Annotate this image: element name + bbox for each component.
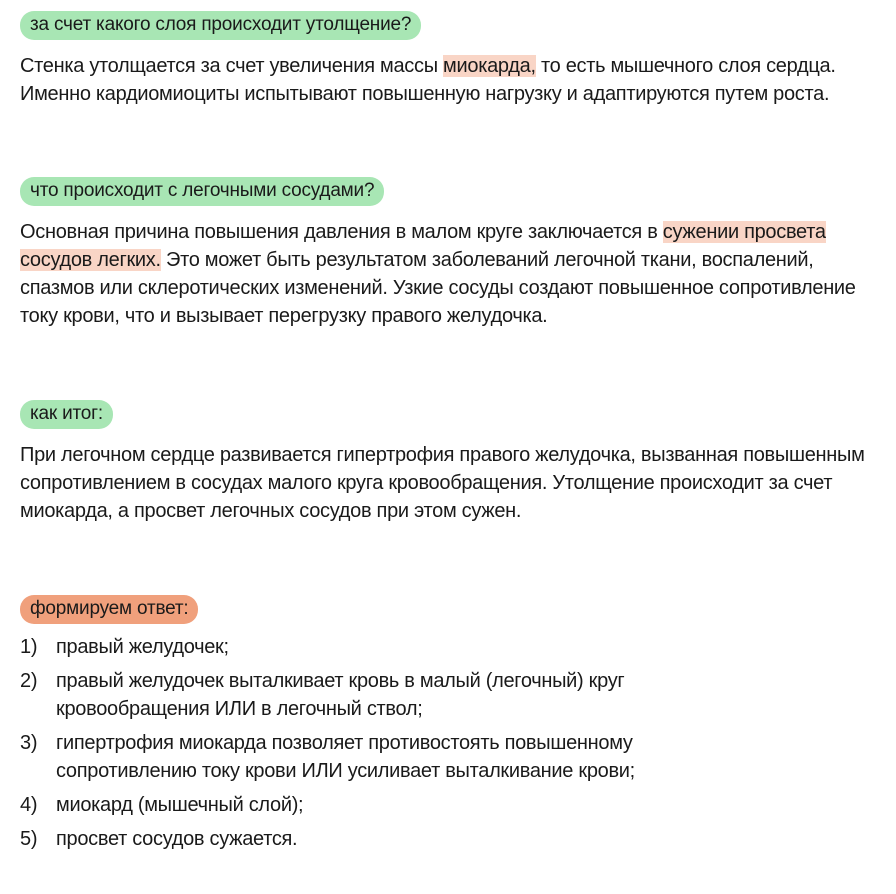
question-tag-layer: за счет какого слоя происходит утолщение? bbox=[20, 11, 421, 40]
highlight-narrowing: сужении просвета сосудов легких. bbox=[20, 221, 826, 271]
paragraph-text: Стенка утолщается за счет увеличения массы bbox=[20, 55, 444, 77]
item-text: правый желудочек; bbox=[56, 636, 229, 658]
list-item bbox=[20, 667, 880, 723]
paragraph-text: Основная причина повышения давления в малом круге заключается в bbox=[20, 221, 663, 243]
paragraph-vessels bbox=[20, 218, 870, 330]
list-item bbox=[20, 729, 880, 785]
question-tag-vessels: что происходит с легочными сосудами? bbox=[20, 177, 384, 206]
list-item bbox=[20, 791, 880, 819]
answer-tag: формируем ответ: bbox=[20, 595, 198, 624]
answer-list bbox=[20, 633, 880, 859]
paragraph-text: Это может быть результатом заболеваний легочной ткани, воспалений, спазмов или склеротических изменений. Узкие сосуды создают повышенное сопротивление току крови, что и вызывает перегрузку правого желудочка. bbox=[20, 249, 856, 327]
list-item bbox=[20, 633, 880, 661]
item-text: миокард (мышечный слой); bbox=[56, 794, 304, 816]
paragraph-text: то есть мышечного слоя сердца. Именно кардиомиоциты испытывают повышенную нагрузку и адаптируются путем роста. bbox=[20, 55, 836, 105]
summary-tag: как итог: bbox=[20, 400, 113, 429]
paragraph-summary: При легочном сердце развивается гипертрофия правого желудочка, вызванная повышенным сопротивлением в сосудах малого круга кровообращения. Утолщение происходит за счет миокарда, а просвет легочных сосудов при этом сужен. bbox=[20, 444, 865, 522]
item-number: 5) bbox=[20, 828, 38, 850]
item-number: 1) bbox=[20, 636, 38, 658]
highlight-myocardium: миокарда, bbox=[443, 55, 536, 77]
item-text: гипертрофия миокарда позволяет противостоять повышенному сопротивлению току крови ИЛИ усиливает выталкивание крови; bbox=[56, 732, 635, 782]
item-number: 2) bbox=[20, 670, 38, 692]
item-text: правый желудочек выталкивает кровь в малый (легочный) круг кровообращения ИЛИ в легочный ствол; bbox=[56, 670, 625, 720]
paragraph-thickening bbox=[20, 52, 870, 108]
item-number: 3) bbox=[20, 732, 38, 754]
item-number: 4) bbox=[20, 794, 38, 816]
item-text: просвет сосудов сужается. bbox=[56, 828, 298, 850]
list-item bbox=[20, 825, 880, 853]
